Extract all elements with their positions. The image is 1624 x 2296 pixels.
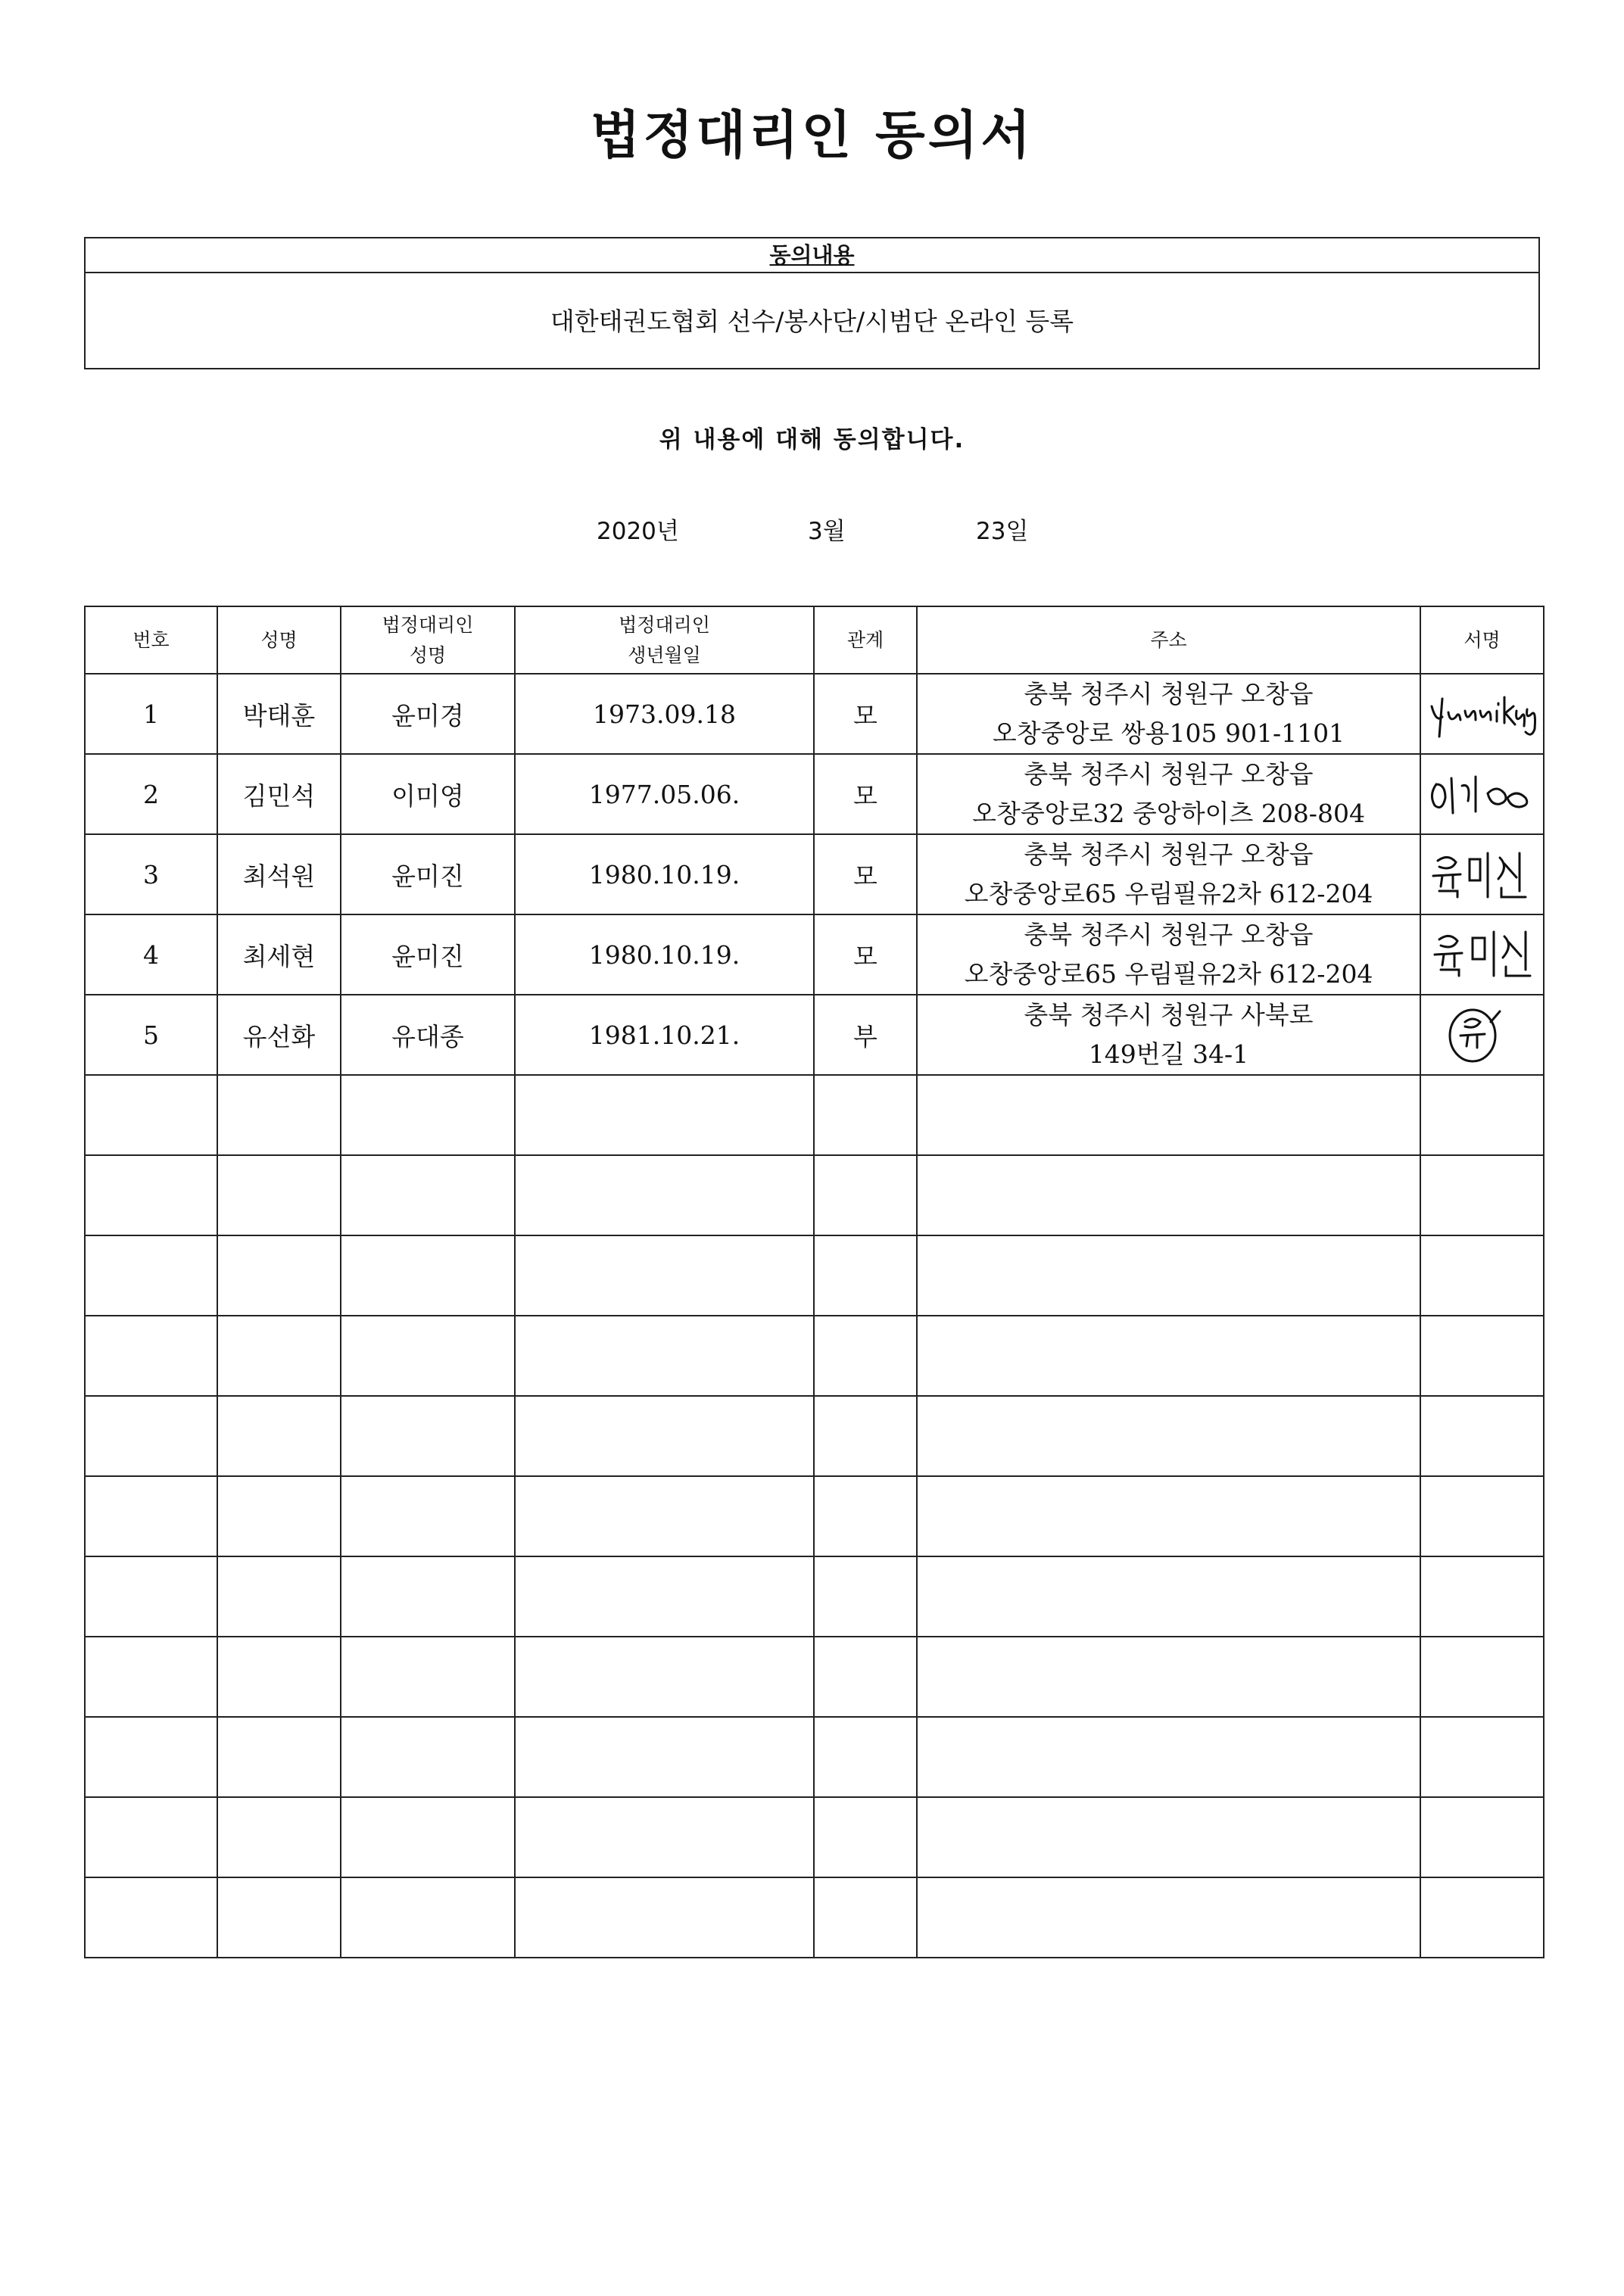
empty-cell — [217, 1316, 341, 1396]
cell-no: 1 — [85, 674, 217, 754]
cell-relation: 모 — [814, 754, 917, 834]
empty-cell — [515, 1396, 814, 1476]
table-row-empty — [85, 1396, 1544, 1476]
empty-cell — [217, 1476, 341, 1556]
signature-seal — [1426, 1001, 1539, 1069]
handwritten-signature — [1426, 924, 1539, 985]
empty-cell — [917, 1235, 1420, 1316]
empty-cell — [814, 1155, 917, 1235]
document-title: 법정대리인 동의서 — [590, 106, 1034, 166]
cell-address — [917, 995, 1420, 1075]
empty-cell — [217, 1235, 341, 1316]
empty-cell — [85, 1476, 217, 1556]
empty-cell — [1420, 1797, 1544, 1877]
empty-cell — [917, 1877, 1420, 1958]
empty-cell — [515, 1637, 814, 1717]
empty-cell — [85, 1717, 217, 1797]
cell-relation: 모 — [814, 914, 917, 995]
header-address: 주소 — [917, 606, 1420, 674]
cell-signature — [1420, 674, 1544, 754]
cell-guardian: 윤미진 — [341, 914, 515, 995]
empty-cell — [217, 1717, 341, 1797]
empty-cell — [1420, 1637, 1544, 1717]
consent-header-label: 동의내용 — [769, 242, 855, 268]
empty-cell — [85, 1396, 217, 1476]
empty-cell — [85, 1155, 217, 1235]
empty-cell — [217, 1877, 341, 1958]
empty-cell — [85, 1075, 217, 1155]
empty-cell — [515, 1155, 814, 1235]
table-row — [85, 995, 1544, 1075]
table-row-empty — [85, 1637, 1544, 1717]
empty-cell — [341, 1556, 515, 1637]
empty-cell — [341, 1235, 515, 1316]
cell-address — [917, 834, 1420, 914]
empty-cell — [515, 1316, 814, 1396]
table-row-empty — [85, 1877, 1544, 1958]
table-row — [85, 754, 1544, 834]
table-row-empty — [85, 1316, 1544, 1396]
header-guardian-name-line1: 법정대리인 — [382, 613, 474, 636]
table-row-empty — [85, 1235, 1544, 1316]
empty-cell — [217, 1637, 341, 1717]
empty-cell — [814, 1556, 917, 1637]
empty-cell — [814, 1316, 917, 1396]
empty-cell — [814, 1717, 917, 1797]
guardian-table — [84, 606, 1545, 1958]
empty-cell — [515, 1556, 814, 1637]
table-row-empty — [85, 1717, 1544, 1797]
table-header-row — [85, 606, 1544, 674]
empty-cell — [1420, 1155, 1544, 1235]
table-row-empty — [85, 1155, 1544, 1235]
empty-cell — [917, 1717, 1420, 1797]
address-line1: 충북 청주시 청원구 사북로 — [1024, 1000, 1314, 1030]
cell-relation: 모 — [814, 834, 917, 914]
table-row-empty — [85, 1556, 1544, 1637]
empty-cell — [341, 1877, 515, 1958]
handwritten-signature — [1426, 684, 1539, 744]
empty-cell — [1420, 1316, 1544, 1396]
empty-cell — [217, 1075, 341, 1155]
header-guardian-birth-line2: 생년월일 — [628, 643, 701, 666]
empty-cell — [515, 1797, 814, 1877]
empty-cell — [1420, 1235, 1544, 1316]
cell-guardian: 유대종 — [341, 995, 515, 1075]
empty-cell — [341, 1637, 515, 1717]
cell-birth: 1980.10.19. — [515, 914, 814, 995]
empty-cell — [917, 1556, 1420, 1637]
empty-cell — [814, 1235, 917, 1316]
cell-birth: 1977.05.06. — [515, 754, 814, 834]
header-signature: 서명 — [1420, 606, 1544, 674]
empty-cell — [341, 1396, 515, 1476]
empty-cell — [85, 1556, 217, 1637]
table-row — [85, 674, 1544, 754]
address-line2: 오창중앙로 쌍용105 901-1101 — [992, 718, 1345, 748]
consent-header — [86, 238, 1538, 273]
cell-signature — [1420, 834, 1544, 914]
cell-guardian: 윤미진 — [341, 834, 515, 914]
header-guardian-name-line2: 성명 — [409, 643, 447, 666]
empty-cell — [515, 1075, 814, 1155]
empty-cell — [1420, 1476, 1544, 1556]
empty-cell — [341, 1075, 515, 1155]
header-guardian-birth-line1: 법정대리인 — [619, 613, 710, 636]
table-row — [85, 834, 1544, 914]
empty-cell — [917, 1396, 1420, 1476]
empty-cell — [917, 1797, 1420, 1877]
empty-cell — [341, 1717, 515, 1797]
empty-cell — [917, 1316, 1420, 1396]
address-line2: 149번길 34-1 — [1088, 1039, 1249, 1069]
empty-cell — [217, 1155, 341, 1235]
empty-cell — [515, 1476, 814, 1556]
cell-birth: 1973.09.18 — [515, 674, 814, 754]
cell-signature — [1420, 914, 1544, 995]
empty-cell — [814, 1476, 917, 1556]
empty-cell — [1420, 1556, 1544, 1637]
cell-signature — [1420, 754, 1544, 834]
empty-cell — [217, 1396, 341, 1476]
address-line1: 충북 청주시 청원구 오창읍 — [1024, 840, 1314, 869]
header-name: 성명 — [217, 606, 341, 674]
table-row-empty — [85, 1476, 1544, 1556]
table-row — [85, 914, 1544, 995]
handwritten-signature — [1426, 768, 1539, 821]
empty-cell — [1420, 1877, 1544, 1958]
address-line2: 오창중앙로65 우림필유2차 612-204 — [964, 879, 1373, 908]
date-year: 2020년 — [597, 518, 679, 545]
address-line2: 오창중앙로32 중앙하이츠 208-804 — [972, 799, 1365, 828]
cell-name: 최석원 — [217, 834, 341, 914]
cell-birth: 1980.10.19. — [515, 834, 814, 914]
empty-cell — [814, 1396, 917, 1476]
empty-cell — [217, 1556, 341, 1637]
empty-cell — [515, 1877, 814, 1958]
empty-cell — [515, 1235, 814, 1316]
cell-address — [917, 754, 1420, 834]
empty-cell — [217, 1797, 341, 1877]
header-guardian-name — [341, 606, 515, 674]
cell-guardian: 이미영 — [341, 754, 515, 834]
empty-cell — [1420, 1396, 1544, 1476]
handwritten-signature — [1426, 844, 1539, 905]
cell-no: 5 — [85, 995, 217, 1075]
empty-cell — [917, 1476, 1420, 1556]
empty-cell — [341, 1316, 515, 1396]
cell-name: 김민석 — [217, 754, 341, 834]
header-no: 번호 — [85, 606, 217, 674]
cell-signature — [1420, 995, 1544, 1075]
cell-relation: 모 — [814, 674, 917, 754]
empty-cell — [85, 1316, 217, 1396]
cell-address — [917, 914, 1420, 995]
empty-cell — [1420, 1075, 1544, 1155]
empty-cell — [814, 1877, 917, 1958]
cell-name: 유선화 — [217, 995, 341, 1075]
date-day: 23일 — [976, 518, 1029, 545]
empty-cell — [814, 1075, 917, 1155]
table-row-empty — [85, 1075, 1544, 1155]
cell-no: 4 — [85, 914, 217, 995]
empty-cell — [85, 1235, 217, 1316]
header-guardian-birth — [515, 606, 814, 674]
agree-statement: 위 내용에 대해 동의합니다. — [659, 426, 965, 453]
empty-cell — [341, 1476, 515, 1556]
header-relation: 관계 — [814, 606, 917, 674]
empty-cell — [814, 1797, 917, 1877]
empty-cell — [917, 1155, 1420, 1235]
address-line1: 충북 청주시 청원구 오창읍 — [1024, 759, 1314, 789]
table-row-empty — [85, 1797, 1544, 1877]
cell-no: 2 — [85, 754, 217, 834]
empty-cell — [341, 1155, 515, 1235]
cell-address — [917, 674, 1420, 754]
date-month: 3월 — [808, 518, 846, 545]
cell-no: 3 — [85, 834, 217, 914]
address-line1: 충북 청주시 청원구 오창읍 — [1024, 920, 1314, 949]
empty-cell — [1420, 1717, 1544, 1797]
cell-relation: 부 — [814, 995, 917, 1075]
empty-cell — [85, 1637, 217, 1717]
empty-cell — [85, 1877, 217, 1958]
cell-name: 최세현 — [217, 914, 341, 995]
empty-cell — [515, 1717, 814, 1797]
address-line2: 오창중앙로65 우림필유2차 612-204 — [964, 959, 1373, 989]
empty-cell — [85, 1797, 217, 1877]
cell-name: 박태훈 — [217, 674, 341, 754]
consent-text: 대한태권도협회 선수/봉사단/시범단 온라인 등록 — [550, 307, 1074, 336]
empty-cell — [814, 1637, 917, 1717]
cell-birth: 1981.10.21. — [515, 995, 814, 1075]
address-line1: 충북 청주시 청원구 오창읍 — [1024, 679, 1314, 709]
empty-cell — [917, 1637, 1420, 1717]
empty-cell — [341, 1797, 515, 1877]
consent-box — [84, 237, 1540, 369]
empty-cell — [917, 1075, 1420, 1155]
cell-guardian: 윤미경 — [341, 674, 515, 754]
